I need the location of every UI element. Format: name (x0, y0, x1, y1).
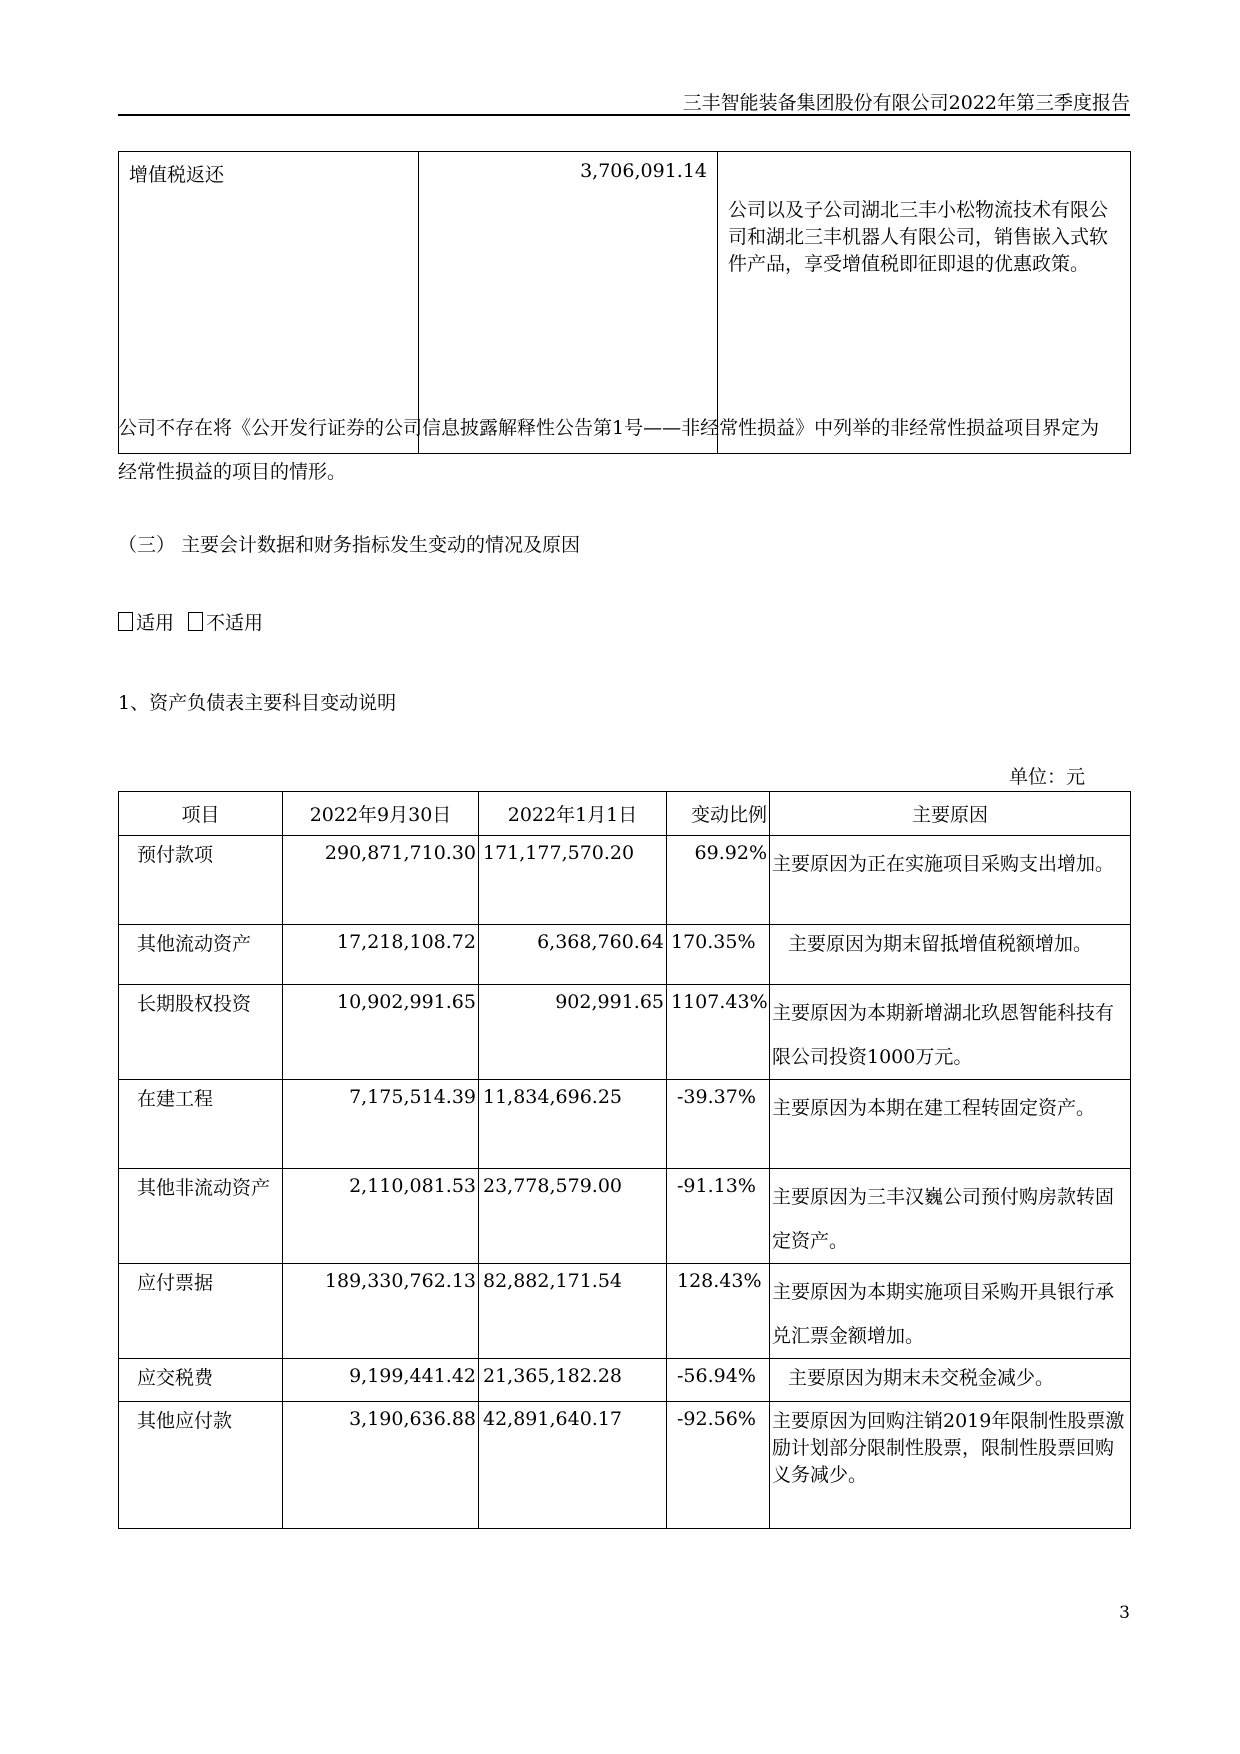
header-item: 项目 (119, 792, 283, 836)
table-row (119, 1080, 1131, 1169)
not-applicable-checkbox[interactable] (188, 612, 203, 631)
balance-sheet-changes-table (118, 791, 1131, 1529)
row-reason: 主要原因为期末未交税金减少。 (770, 1359, 1131, 1402)
row-sep30: 10,902,991.65 (283, 985, 479, 1080)
table-row (119, 1359, 1131, 1402)
row-item: 在建工程 (119, 1080, 283, 1169)
row-change: -39.37% (667, 1080, 770, 1169)
row-item: 其他非流动资产 (119, 1169, 283, 1264)
row-change: -92.56% (667, 1402, 770, 1529)
row-change: 170.35% (667, 925, 770, 985)
item-cell: 增值税返还 (119, 152, 419, 454)
row-jan1: 902,991.65 (479, 985, 667, 1080)
row-item: 应付票据 (119, 1264, 283, 1359)
row-change: 1107.43% (667, 985, 770, 1080)
page-number: 3 (1119, 1603, 1130, 1623)
row-jan1: 21,365,182.28 (479, 1359, 667, 1402)
row-sep30: 189,330,762.13 (283, 1264, 479, 1359)
table-row (119, 1402, 1131, 1529)
row-reason: 主要原因为本期新增湖北玖恩智能科技有限公司投资1000万元。 (770, 985, 1131, 1080)
applicable-label: 适用 (136, 612, 175, 634)
row-jan1: 42,891,640.17 (479, 1402, 667, 1529)
table-row (119, 1169, 1131, 1264)
table-row (119, 925, 1131, 985)
description-cell: 公司以及子公司湖北三丰小松物流技术有限公司和湖北三丰机器人有限公司，销售嵌入式软件产品，享受增值税即征即退的优惠政策。 (718, 152, 1131, 454)
row-reason: 主要原因为期末留抵增值税额增加。 (770, 925, 1131, 985)
row-jan1: 6,368,760.64 (479, 925, 667, 985)
table-row (119, 1264, 1131, 1359)
row-reason: 主要原因为正在实施项目采购支出增加。 (770, 836, 1131, 925)
row-sep30: 2,110,081.53 (283, 1169, 479, 1264)
row-sep30: 7,175,514.39 (283, 1080, 479, 1169)
row-change: -56.94% (667, 1359, 770, 1402)
section-heading: （三） 主要会计数据和财务指标发生变动的情况及原因 (118, 534, 581, 556)
row-reason: 主要原因为三丰汉巍公司预付购房款转固定资产。 (770, 1169, 1131, 1264)
row-item: 其他应付款 (119, 1402, 283, 1529)
header-jan1: 2022年1月1日 (479, 792, 667, 836)
row-jan1: 11,834,696.25 (479, 1080, 667, 1169)
table-header-row (119, 792, 1131, 836)
row-change: -91.13% (667, 1169, 770, 1264)
row-sep30: 290,871,710.30 (283, 836, 479, 925)
row-change: 128.43% (667, 1264, 770, 1359)
not-applicable-label: 不适用 (206, 612, 264, 634)
non-recurring-note: 公司不存在将《公开发行证券的公司信息披露解释性公告第1号——非经常性损益》中列举的非经常性损益项目界定为经常性损益的项目的情形。 (118, 417, 1100, 483)
row-item: 长期股权投资 (119, 985, 283, 1080)
row-reason: 主要原因为本期在建工程转固定资产。 (770, 1080, 1131, 1169)
row-item: 预付款项 (119, 836, 283, 925)
row-jan1: 23,778,579.00 (479, 1169, 667, 1264)
row-sep30: 9,199,441.42 (283, 1359, 479, 1402)
row-change: 69.92% (667, 836, 770, 925)
amount-cell: 3,706,091.14 (419, 152, 718, 454)
header-change: 变动比例 (667, 792, 770, 836)
header-divider (118, 114, 1130, 116)
report-header-title: 三丰智能装备集团股份有限公司2022年第三季度报告 (682, 92, 1130, 114)
subsection-heading: 1、资产负债表主要科目变动说明 (118, 692, 397, 714)
table-row (119, 836, 1131, 925)
unit-label: 单位：元 (1008, 766, 1085, 788)
row-sep30: 17,218,108.72 (283, 925, 479, 985)
row-item: 其他流动资产 (119, 925, 283, 985)
header-sep30: 2022年9月30日 (283, 792, 479, 836)
row-item: 应交税费 (119, 1359, 283, 1402)
row-reason: 主要原因为回购注销2019年限制性股票激励计划部分限制性股票，限制性股票回购义务减少。 (770, 1402, 1131, 1529)
header-reason: 主要原因 (770, 792, 1131, 836)
row-reason: 主要原因为本期实施项目采购开具银行承兑汇票金额增加。 (770, 1264, 1131, 1359)
row-sep30: 3,190,636.88 (283, 1402, 479, 1529)
applicable-checkbox[interactable] (118, 612, 133, 631)
table-row (119, 985, 1131, 1080)
applicability-options (118, 608, 263, 635)
row-jan1: 171,177,570.20 (479, 836, 667, 925)
row-jan1: 82,882,171.54 (479, 1264, 667, 1359)
